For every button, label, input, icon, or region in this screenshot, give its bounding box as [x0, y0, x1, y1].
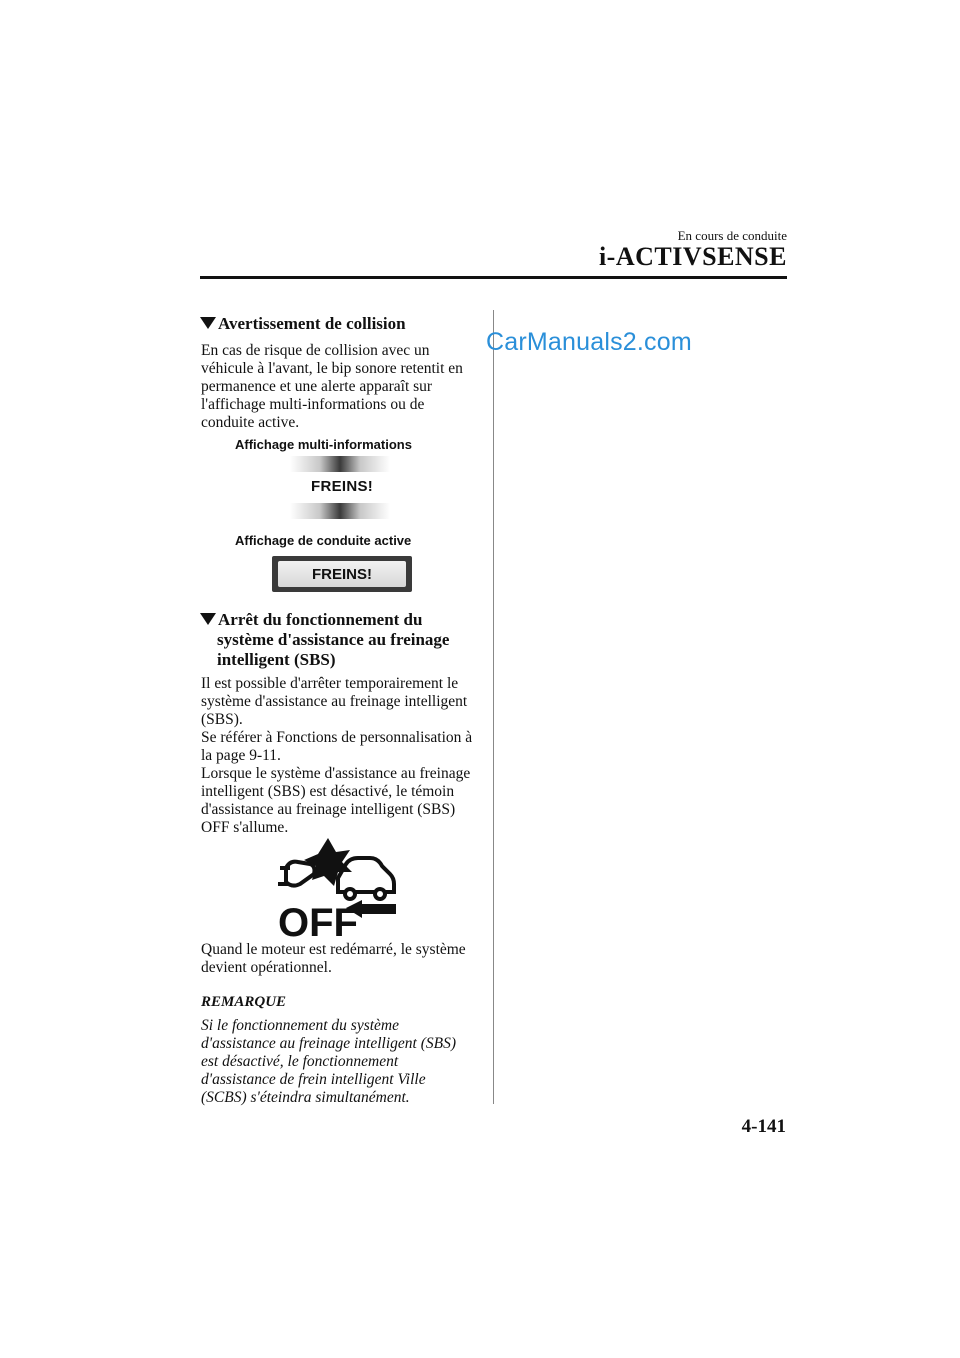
collision-text: En cas de risque de collision avec un véhicule à l'avant, le bip sonore retentit en permanence et une alerte apparaît sur l'affichage multi-informations ou de conduite active. [201, 342, 463, 431]
page-number: 4-141 [741, 1116, 786, 1137]
header-chapter-title: i-ACTIVSENSE [598, 242, 787, 271]
sbs-heading-line1: Arrêt du fonctionnement du [218, 610, 423, 629]
sbs-text: Il est possible d'arrêter temporairement le système d'assistance au freinage intelligent (SBS). Se référer à Fonctions de personnalisation à la page 9-11. Lorsque le système d'assistance au freinage intelligent (SBS) est désactivé, le témoin d'assistance au freinage intelligent (SBS) OFF s'allume. [201, 675, 473, 836]
active-driving-display [272, 556, 412, 592]
collision-heading [200, 314, 406, 334]
note-text: Si le fonctionnement du système d'assistance au freinage intelligent (SBS) est désactivé, le fonctionnement d'assistance de frein intelligent Ville (SCBS) s'éteindra simultanément. [201, 1017, 457, 1106]
multi-info-bar-top [290, 456, 390, 472]
sbs-off-warning-icon [276, 838, 398, 938]
caption-multi-info: Affichage multi-informations [235, 437, 412, 452]
freins-active-label: FREINS! [278, 561, 406, 587]
collision-heading-text: Avertissement de collision [218, 314, 406, 333]
header-section-title: En cours de conduite [677, 228, 787, 243]
watermark: CarManuals2.com [486, 328, 692, 356]
column-divider [493, 310, 494, 1104]
caption-active-driving: Affichage de conduite active [235, 533, 412, 548]
multi-info-bar-bottom [290, 503, 390, 519]
sbs-heading-line2: système d'assistance au freinage [217, 630, 450, 649]
off-label: OFF [278, 901, 358, 938]
triangle-bullet-icon [200, 317, 216, 329]
sbs-heading-line3: intelligent (SBS) [217, 650, 336, 669]
freins-multi-info-label: FREINS! [311, 478, 374, 495]
triangle-bullet-icon [200, 613, 216, 625]
note-title: REMARQUE [201, 994, 287, 1010]
header-rule [200, 276, 787, 279]
restart-text: Quand le moteur est redémarré, le système devient opérationnel. [201, 941, 466, 976]
sbs-heading [200, 610, 449, 670]
